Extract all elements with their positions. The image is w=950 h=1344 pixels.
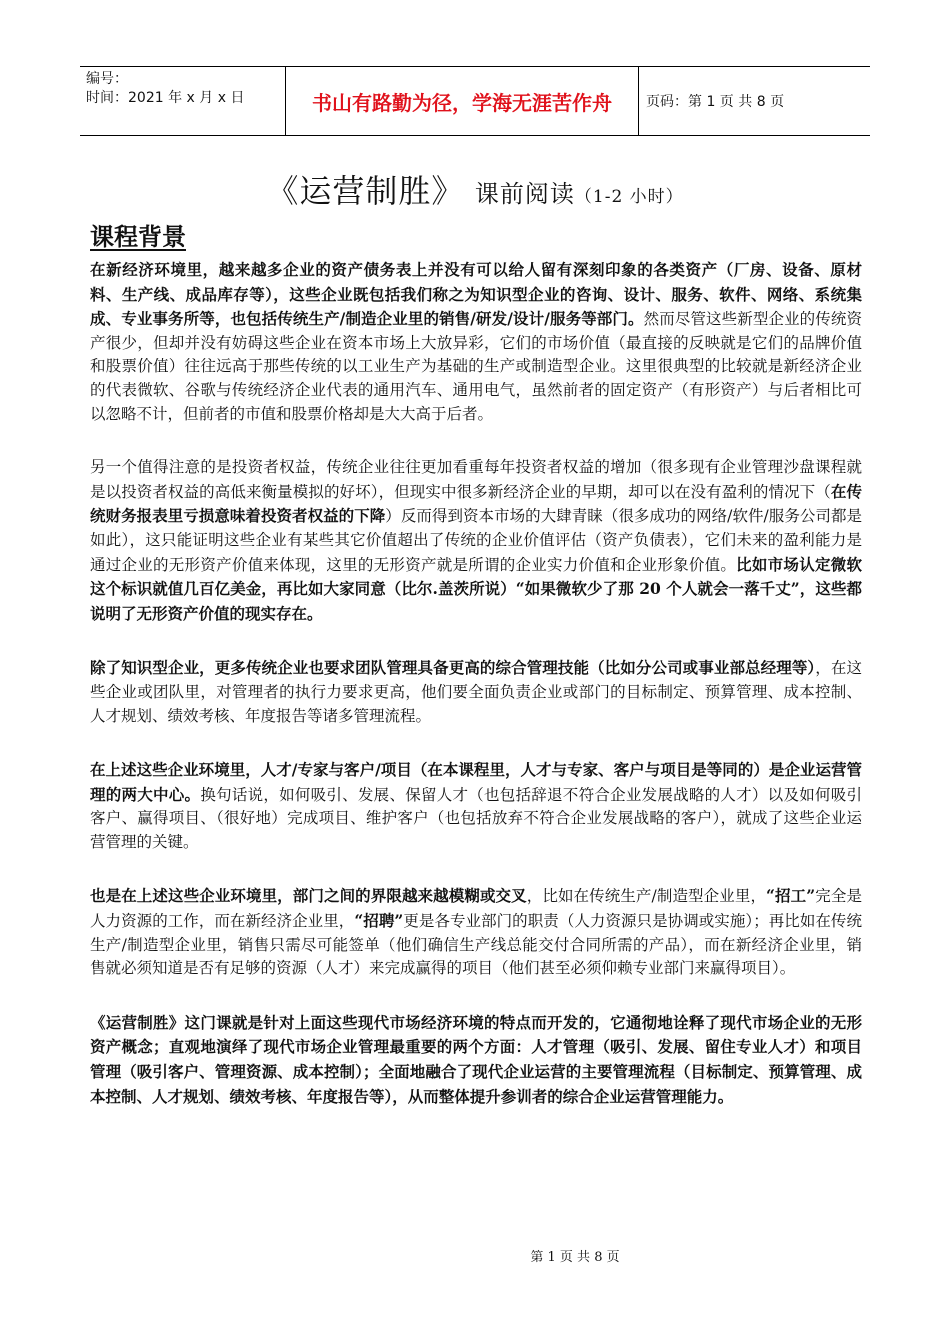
document-number-label: 编号： (86, 71, 128, 87)
paragraph-5 (90, 884, 862, 980)
paragraph-6-bold: 《运营制胜》这门课就是针对上面这些现代市场经济环境的特点而开发的，它通彻地诠释了现代市场企业的无形资产概念；直观地演绎了现代市场企业管理最重要的两个方面：人才管理（吸引、发展、留住专业人才）和项目管理（吸引客户、管理资源、成本控制）；全面地融合了现代企业运营的主要管理流程（目标制定、预算管理、成本控制、人才规划、绩效考核、年度报告等），从而整体提升参训者的综合企业运营管理能力。 (90, 1012, 862, 1106)
header-meta (80, 67, 286, 136)
title-duration: （1-2 小时） (574, 187, 684, 207)
paragraph-4 (90, 758, 862, 854)
title-sub: 课前阅读 (474, 180, 575, 208)
paragraph-1-text: 然而尽管这些新型企业的传统资产很少，但却并没有妨碍这些企业在资本市场上大放异彩，它们的市场价值（最直接的反映就是它们的品牌价值和股票价值）往往远高于那些传统的以工业生产为基础的生产或制造型企业。这里很典型的比较就是新经济企业的代表微软、谷歌与传统经济企业代表的通用汽车、通用电气，虽然前者的固定资产（有形资产）与后者相比可以忽略不计，但前者的市值和股票价格却是大大高于后者。 (90, 310, 862, 423)
header-table (80, 66, 870, 136)
section-heading: 课程背景 (90, 222, 186, 251)
header-motto: 书山有路勤为径，学海无涯苦作舟 (286, 67, 639, 136)
paragraph-2-bold-b: 比如市场认定微软这个标识就值几百亿美金，再比如大家同意（比尔.盖茨所说）“如果微软少了那 20 个人就会一落千丈”，这些都说明了无形资产价值的现实存在。 (90, 554, 862, 623)
paragraph-1 (90, 258, 862, 426)
paragraph-3-bold: 除了知识型企业，更多传统企业也要求团队管理具备更高的综合管理技能（比如分公司或事业部总经理等） (90, 658, 816, 678)
header-page-label: 页码：第 1 页 共 8 页 (639, 67, 871, 136)
paragraph-2-bold-a: 在传统财务报表里亏损意味着投资者权益的下降 (90, 481, 862, 526)
paragraph-5-bold-b: “招工” (766, 886, 816, 906)
paragraph-4-text: 换句话说，如何吸引、发展、保留人才（也包括辞退不符合企业发展战略的人才）以及如何吸引客户、赢得项目、（很好地）完成项目、维护客户（也包括放弃不符合企业发展战略的客户），就成了这些企业运营管理的关键。 (90, 785, 862, 851)
paragraph-1-bold: 在新经济环境里，越来越多企业的资产债务表上并没有可以给人留有深刻印象的各类资产（厂房、设备、原材料、生产线、成品库存等），这些企业既包括我们称之为知识型企业的咨询、设计、服务、软件、网络、系统集成、专业事务所等，也包括传统生产/制造企业里的销售/研发/设计/服务等部门。 (90, 260, 862, 329)
document-time-label: 时间：2021 年 x 月 x 日 (86, 90, 245, 106)
paragraph-6 (90, 1011, 862, 1109)
paragraph-5-bold-a: 也是在上述这些企业环境里，部门之间的界限越来越模糊或交叉 (90, 886, 527, 906)
footer-page-number: 第 1 页 共 8 页 (530, 1250, 620, 1265)
paragraph-3 (90, 656, 862, 728)
paragraph-5-text-b: 完全是人力资源的工作，而在新经济企业里， (90, 887, 862, 931)
document-body (90, 258, 862, 1109)
page-footer (0, 1246, 950, 1265)
paragraph-5-bold-c: “招聘” (354, 911, 404, 931)
paragraph-2-text-b: ）反而得到资本市场的大肆青睐（很多成功的网络/软件/服务公司都是如此），这只能证明这些企业有某些其它价值超出了传统的企业价值评估（资产负债表），它们未来的盈利能力是通过企业的无形资产价值来体现，这里的无形资产就是所谓的企业实力价值和企业形象价值。 (90, 507, 862, 574)
title-main: 《运营制胜》 (266, 172, 465, 210)
paragraph-2-text-a: 另一个值得注意的是投资者权益，传统企业往往更加看重每年投资者权益的增加（很多现有企业管理沙盘课程就是以投资者权益的高低来衡量模拟的好坏），但现实中很多新经济企业的早期，却可以在没有盈利的情况下（ (90, 458, 862, 501)
paragraph-2 (90, 456, 862, 626)
document-title (0, 166, 950, 212)
paragraph-5-text-a: ，比如在传统生产/制造型企业里， (526, 887, 767, 906)
paragraph-3-text: ，在这些企业或团队里，对管理者的执行力要求更高，他们要全面负责企业或部门的目标制定、预算管理、成本控制、人才规划、绩效考核、年度报告等诸多管理流程。 (90, 659, 862, 725)
paragraph-5-text-c: 更是各专业部门的职责（人力资源只是协调或实施）；再比如在传统生产/制造型企业里，销售只需尽可能签单（他们确信生产线总能交付合同所需的产品），而在新经济企业里，销售就必须知道是否有足够的资源（人才）来完成赢得的项目（他们甚至必须仰赖专业部门来赢得项目）。 (90, 912, 862, 978)
paragraph-4-bold: 在上述这些企业环境里，人才/专家与客户/项目（在本课程里，人才与专家、客户与项目是等同的）是企业运营管理的两大中心。 (90, 760, 862, 804)
